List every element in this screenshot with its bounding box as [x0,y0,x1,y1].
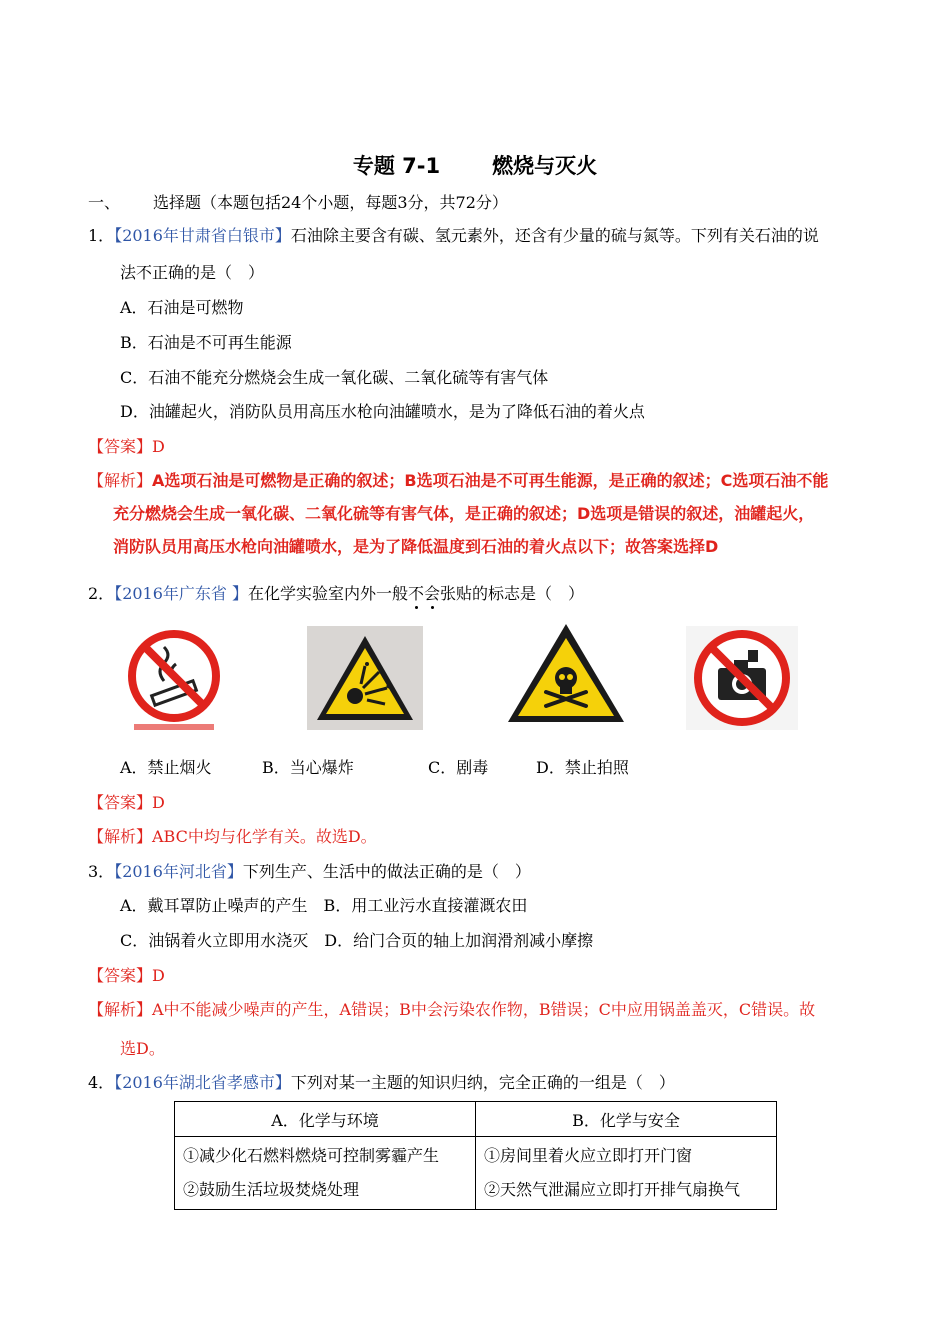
analysis-line-3: 消防队员用高压水枪向油罐喷水，是为了降低温度到石油的着火点以下；故答案选择D [113,537,719,556]
analysis-line-1: 【解析】A中不能减少噪声的产生，A错误；B中会污染农作物，B错误；C中应用锅盖盖灭，C错误。故 [88,1000,816,1019]
table-header: B．化学与安全 [476,1102,777,1137]
answer: 【答案】D [88,437,165,456]
analysis-line-2: 充分燃烧会生成一氧化碳、二氧化硫等有害气体，是正确的叙述；D选项是错误的叙述，油罐起火， [113,504,815,523]
answer: 【答案】D [88,793,165,812]
answer: 【答案】D [88,966,165,985]
option-a: A．石油是可燃物 [120,298,244,317]
option-a: A．禁止烟火 [120,758,212,777]
option-b: B．当心爆炸 [262,758,354,777]
question-3-stem: 3．【2016年河北省】下列生产、生活中的做法正确的是（ ） [88,862,531,881]
options-row-1: A．戴耳罩防止噪声的产生 B．用工业污水直接灌溉农田 [120,896,528,915]
no-smoking-icon [124,626,224,730]
question-source: 【2016年广东省 】 [114,584,248,603]
question-source: 【2016年河北省】 [114,862,243,881]
option-c: C．剧毒 [428,758,489,777]
options-row-2: C．油锅着火立即用水浇灭 D．给门合页的轴上加润滑剂减小摩擦 [120,931,594,950]
no-camera-icon [686,626,798,730]
question-source: 【2016年湖北省孝感市】 [114,1073,291,1092]
table-cell: ①房间里着火应立即打开门窗 ②天然气泄漏应立即打开排气扇换气 [476,1137,777,1210]
toxic-warning-icon [504,620,628,726]
option-d: D．油罐起火，消防队员用高压水枪向油罐喷水，是为了降低石油的着火点 [120,402,645,421]
knowledge-table [174,1101,777,1210]
analysis-line-1: 【解析】A选项石油是可燃物是正确的叙述；B选项石油是不可再生能源，是正确的叙述；C选项石油不能 [88,471,829,490]
page-title: 专题 7-1 燃烧与灭火 [352,154,598,178]
section-heading: 选择题（本题包括24个小题，每题3分，共72分） [153,193,508,212]
analysis-line-1: 【解析】ABC中均与化学有关。故选D。 [88,827,377,846]
question-1-stem-cont: 法不正确的是（ ） [120,263,265,282]
option-d: D．禁止拍照 [536,758,629,777]
section-number: 一、 [88,193,121,212]
table-cell: ①减少化石燃料燃烧可控制雾霾产生 ②鼓励生活垃圾焚烧处理 [175,1137,476,1210]
question-1-stem: 1．【2016年甘肃省白银市】石油除主要含有碳、氢元素外，还含有少量的硫与氮等。下列有关石油的说 [88,226,819,245]
question-2-stem: 2．【2016年广东省 】在化学实验室内外一般不会张贴的标志是（ ） [88,584,585,603]
table-header: A．化学与环境 [175,1102,476,1137]
question-4-stem: 4．【2016年湖北省孝感市】下列对某一主题的知识归纳，完全正确的一组是（ ） [88,1073,675,1092]
question-source: 【2016年甘肃省白银市】 [114,226,291,245]
explosion-warning-icon [307,626,423,730]
option-c: C．石油不能充分燃烧会生成一氧化碳、二氧化硫等有害气体 [120,368,549,387]
analysis-line-2: 选D。 [120,1039,165,1058]
option-b: B．石油是不可再生能源 [120,333,292,352]
